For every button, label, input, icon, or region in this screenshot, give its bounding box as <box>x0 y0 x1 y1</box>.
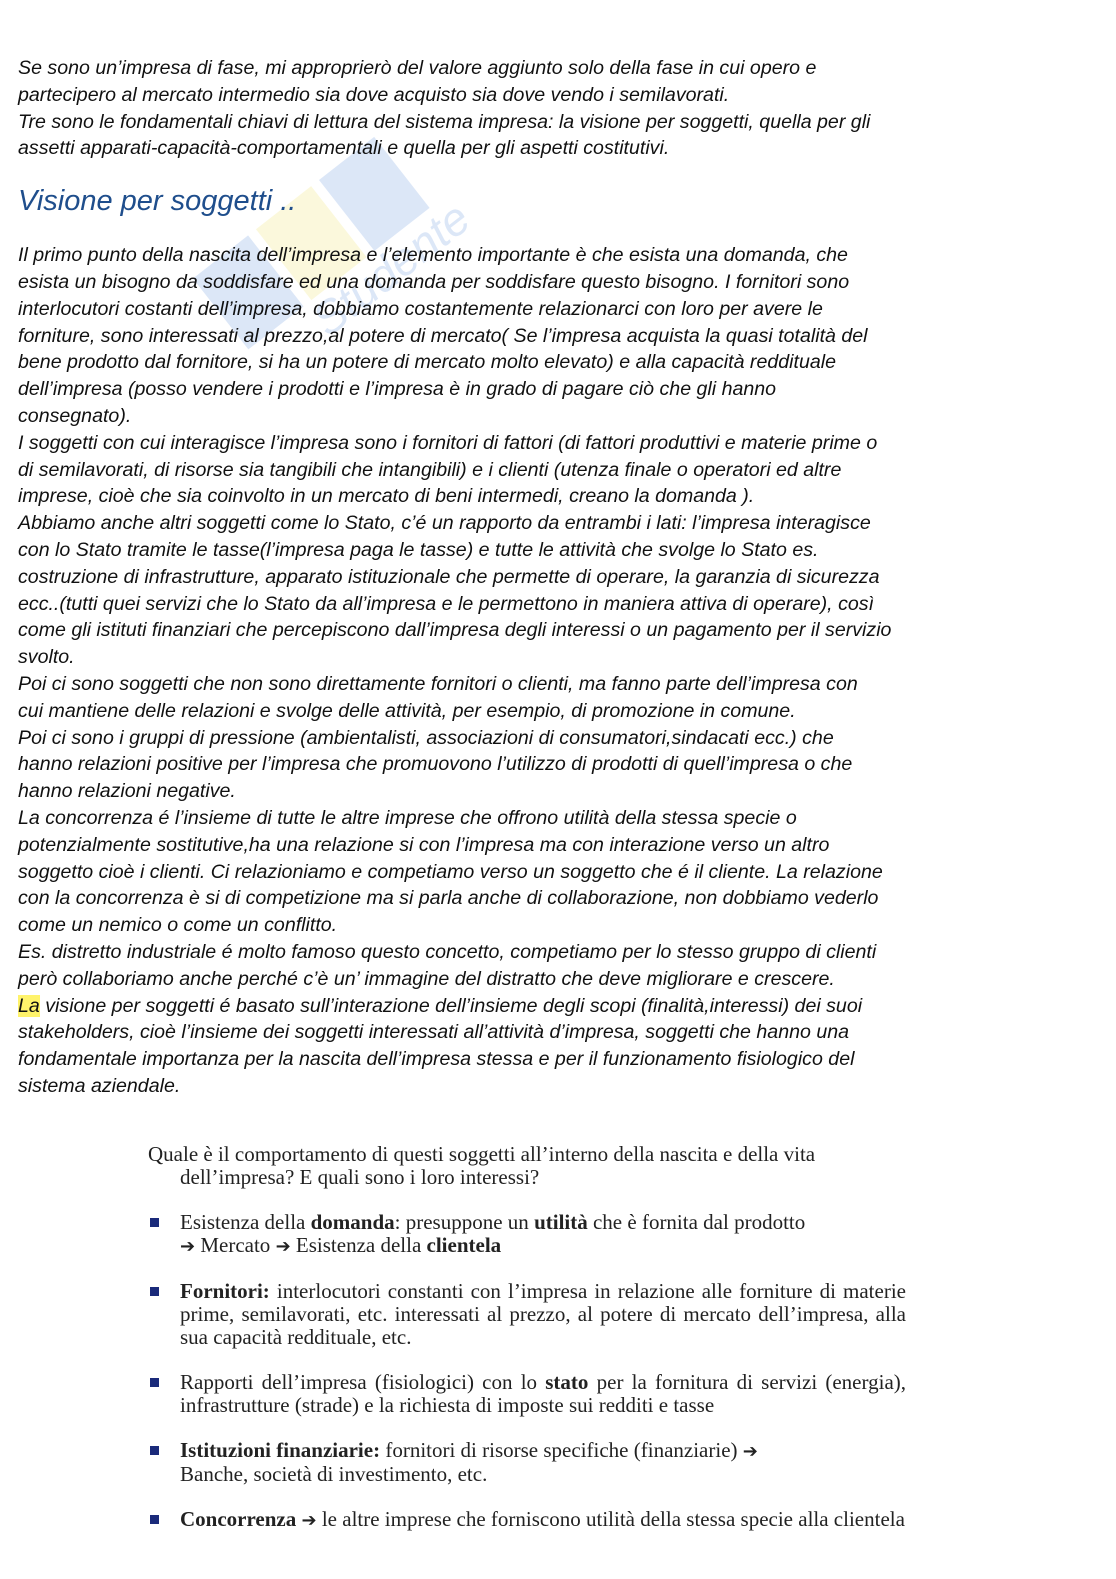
arrow-right-icon: ➔ <box>180 1236 196 1257</box>
bullet-square-icon <box>150 1515 159 1524</box>
paragraph-4: Poi ci sono soggetti che non sono direttamente fornitori o clienti, ma fanno parte dell’impresa con cui mantiene delle relazioni e svolge delle attività, per esempio, di promozione in comune. <box>18 672 858 722</box>
arrow-right-icon: ➔ <box>275 1236 291 1257</box>
paragraph-5: Poi ci sono i gruppi di pressione (ambientalisti, associazioni di consumatori,sindacati ecc.) che hanno relazioni positive per l’impresa che promuovono l’utilizzo di prodotti di quell’impresa o che hanno relazioni negative. <box>18 726 853 803</box>
document-page <box>18 55 1028 1100</box>
paragraph-2: I soggetti con cui interagisce l’impresa sono i fornitori di fattori (di fattori produttivi e materie prime o di semilavorati, di risorse sia tangibili che intangibili) e i clienti (utenza finale o operatori ed altre imprese, cioè che sia coinvolto in un mercato di beni intermedi, creano la domanda ). <box>18 431 878 508</box>
embedded-slide <box>148 1143 906 1554</box>
paragraph-8-text: visione per soggetti é basato sull’interazione dell’insieme degli scopi (finalità,interessi) dei suoi stakeholders, cioè l’insieme dei soggetti interessati all’attività d’impresa, soggetti che hanno una fondamentale importanza per la nascita dell’impresa stessa e per il funzionamento fisiologico del sistema aziendale. <box>18 994 863 1097</box>
slide-question: Quale è il comportamento di questi soggetti all’interno della nascita e della vita dell’impresa? E quali sono i loro interessi? <box>148 1142 816 1189</box>
bullet-square-icon <box>150 1287 159 1296</box>
paragraph-7: Es. distretto industriale é molto famoso questo concetto, competiamo per lo stesso gruppo di clienti però collaboriamo anche perché c’è un’ immagine del distratto che deve migliorare e crescere. <box>18 940 877 990</box>
slide-bullet-financial: Istituzioni finanziarie: fornitori di risorse specifiche (finanziarie) ➔ Banche, società di investimento, etc. <box>148 1439 906 1486</box>
intro-paragraph: Se sono un’impresa di fase, mi approprierò del valore aggiunto solo della fase in cui opero e partecipero al mercato intermedio sia dove acquisto sia dove vendo i semilavorati. Tre sono le fondamentali chiavi di lettura del sistema impresa: la visione per soggetti, quella per gli assetti apparati-capacità-comportamentali e quella per gli aspetti costitutivi. <box>18 57 871 160</box>
watermark-text: Studente <box>302 191 480 346</box>
section-heading: Visione per soggetti .. <box>18 185 297 218</box>
slide-bullet-suppliers: Fornitori: interlocutori constanti con l’impresa in relazione alle forniture di materie prime, semilavorati, etc. interessati al prezzo, al potere di mercato dell’impresa, alla sua capacità reddituale, etc. <box>148 1280 906 1349</box>
slide-bullet-state: Rapporti dell’impresa (fisiologici) con lo stato per la fornitura di servizi (energia), infrastrutture (strade) e la richiesta di imposte sui redditi e tasse <box>148 1371 906 1417</box>
slide-bullet-demand: Esistenza della domanda: presuppone un utilità che è fornita dal prodotto ➔ Mercato ➔ Esistenza della clientela <box>148 1211 906 1258</box>
paragraph-3: Abbiamo anche altri soggetti come lo Stato, c’é un rapporto da entrambi i lati: l’impresa interagisce con lo Stato tramite le tasse(l’impresa paga le tasse) e tutte le attività che svolge lo Stato es. costruzione di infrastrutture, apparato istituzionale che permette di operare, la garanzia di sicurezza ecc..(tutti quei servizi che lo Stato da all’impresa e le permettono in maniera attiva di operare), così come gli istituti finanziari che percepiscono dall’impresa degli interessi o un pagamento per il servizio svolto. <box>18 512 892 669</box>
arrow-right-icon: ➔ <box>301 1510 317 1531</box>
bullet-square-icon <box>150 1378 159 1387</box>
slide-bullet-competition: Concorrenza ➔ le altre imprese che forniscono utilità della stessa specie alla clientela <box>148 1508 906 1532</box>
arrow-right-icon: ➔ <box>742 1441 758 1462</box>
bullet-square-icon <box>150 1446 159 1455</box>
bullet-square-icon <box>150 1218 159 1227</box>
paragraph-8 <box>18 993 1028 1100</box>
paragraph-1: Il primo punto della nascita dell’impresa e l’elemento importante è che esista una domanda, che esista un bisogno da soddisfare ed una domanda per soddisfare questo bisogno. I fornitori sono interlocutori costanti dell’impresa, dobbiamo costantemente relazionarci con loro per avere le forniture, sono interessati al prezzo,al potere di mercato( Se l’impresa acquista la quasi totalità del bene prodotto dal fornitore, si ha un potere di mercato molto elevato) e alla capacità reddituale dell’impresa (posso vendere i prodotti e l’impresa è in grado di pagare ciò che gli hanno consegnato). <box>18 244 868 427</box>
paragraph-6: La concorrenza é l’insieme di tutte le altre imprese che offrono utilità della stessa specie o potenzialmente sostitutive,ha una relazione si con l’impresa ma con interazione verso un altro soggetto cioè i clienti. Ci relazioniamo e competiamo verso un soggetto che é il cliente. La relazione con la concorrenza è si di competizione ma si parla anche di collaborazione, non dobbiamo vederlo come un nemico o come un conflitto. <box>18 806 883 937</box>
highlighted-word: La <box>18 994 40 1017</box>
